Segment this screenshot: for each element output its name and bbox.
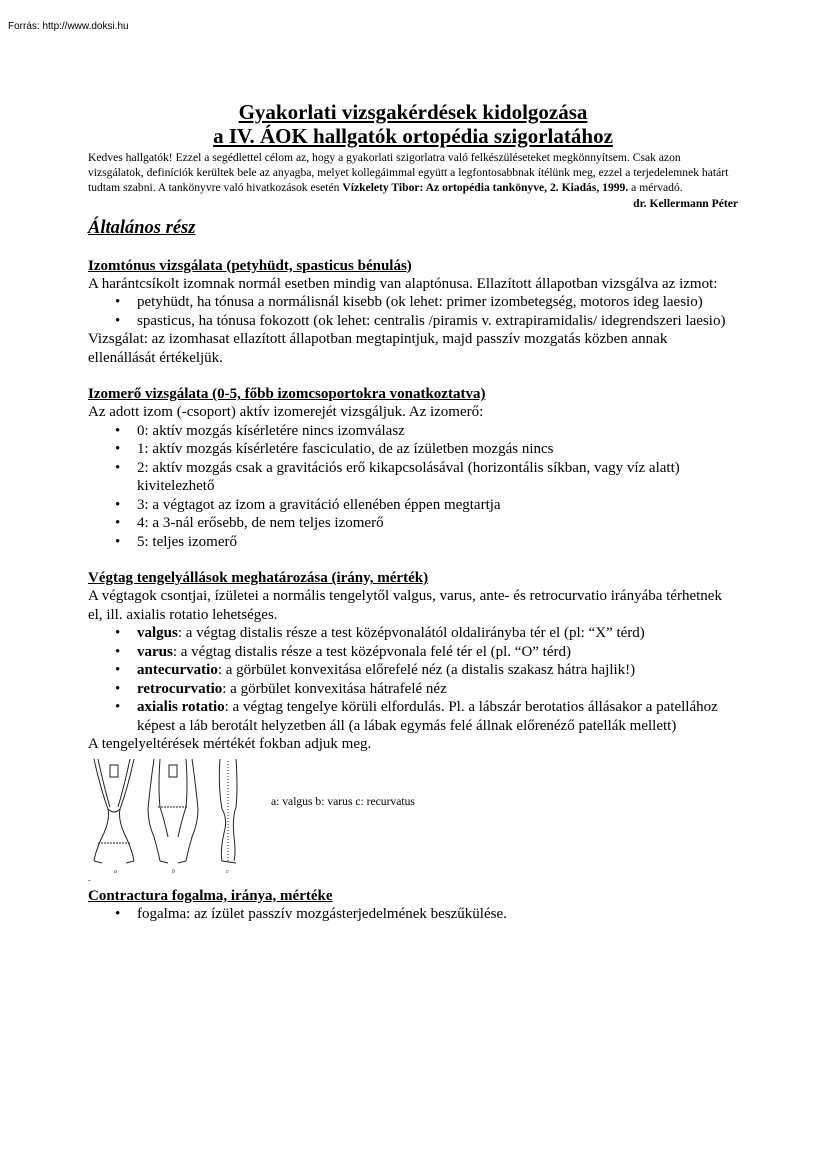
figure-label-a: a <box>114 868 117 875</box>
heading-izomtonus: Izomtónus vizsgálata (petyhüdt, spasticus bénulás) <box>88 257 412 274</box>
source-note: Forrás: http://www.doksi.hu <box>8 21 129 32</box>
list-item: • antecurvatio: a görbület konvexitása előrefelé néz (a distalis szakasz hátra hajlik!) <box>115 662 636 679</box>
heading-izomero: Izomerő vizsgálata (0-5, főbb izomcsoportokra vonatkoztatva) <box>88 386 486 403</box>
list-item: • 4: a 3-nál erősebb, de nem teljes izomerő <box>115 515 384 532</box>
author: dr. Kellermann Péter <box>633 196 738 210</box>
list-item: • spasticus, ha tónusa fokozott (ok lehet: centralis /piramis v. extrapiramidalis/ idegrendszeri laesio) <box>115 312 726 329</box>
leg-axis-figure <box>88 757 738 877</box>
s2-intro: Az adott izom (-csoport) aktív izomerejét vizsgáljuk. Az izomerő: <box>88 404 484 421</box>
document-page <box>88 100 738 923</box>
figure-label-c: c <box>226 868 229 875</box>
list-item: • 0: aktív mozgás kísérletére nincs izomválasz <box>115 422 405 439</box>
list-item: • 3: a végtagot az izom a gravitáció ellenében éppen megtartja <box>115 496 501 513</box>
list-item: • 1: aktív mozgás kísérletére fasciculatio, de az ízületben mozgás nincs <box>115 441 554 458</box>
list-item: • retrocurvatio: a görbület konvexitása hátrafelé néz <box>115 680 447 697</box>
intro-text: Kedves hallgatók! Ezzel a segédlettel célom az, hogy a gyakorlati szigorlatra való felkészüléseteket megkönnyítsem. Csak azon vizsgálatok, definíciók kerültek bele az anyagba, melyet kollegáimmal együtt a legfontosabbnak ítélünk meg, ezzel a terjedelemnek határt tudtam szabni. A tankönyvre való hivatkozások esetén <box>88 151 729 195</box>
intro-tail: a mérvadó. <box>628 181 683 195</box>
list-item: • fogalma: az ízület passzív mozgásterjedelmének beszűkülése. <box>115 905 507 922</box>
figure-caption: a: valgus b: varus c: recurvatus <box>271 794 415 808</box>
list-item: • 2: aktív mozgás csak a gravitációs erő kikapcsolásával (horizontális síkban, vagy víz alatt) kivitelezhető <box>115 459 680 495</box>
s1-list <box>88 293 738 330</box>
heading-contractura: Contractura fogalma, iránya, mértéke <box>88 887 333 904</box>
list-item: • valgus: a végtag distalis része a test középvonalától oldalirányba tér el (pl: “X” térd) <box>115 625 645 642</box>
book-reference: Vízkelety Tibor: Az ortopédia tankönyve, 2. Kiadás, 1999. <box>342 181 629 195</box>
s3-intro: A végtagok csontjai, ízületei a normális tengelytől valgus, varus, ante- és retrocurvatio irányába térhetnek el, ill. axialis rotatio lehetséges. <box>88 588 722 623</box>
s1-outro: Vizsgálat: az izomhasat ellazított állapotban megtapintjuk, majd passzív mozgatás közben annak ellenállását értékeljük. <box>88 331 668 366</box>
list-item: • petyhüdt, ha tónusa a normálisnál kisebb (ok lehet: primer izombetegség, motoros ideg laesio) <box>115 294 703 311</box>
s4-list <box>88 905 738 924</box>
s3-list <box>88 624 738 735</box>
figure-spacer: - <box>88 875 91 885</box>
title-line-1: Gyakorlati vizsgakérdések kidolgozása <box>238 100 588 124</box>
figure-label-b: b <box>172 868 175 875</box>
leg-axis-illustration <box>88 757 258 875</box>
s1-intro: A harántcsíkolt izomnak normál esetben mindig van alaptónusa. Ellazított állapotban vizsgálva az izmot: <box>88 275 718 292</box>
list-item: • axialis rotatio: a végtag tengelye körüli elfordulás. Pl. a lábszár berotatios állásakor a patellához képest a láb berotált helyzetben áll (a lábak egymás felé állnak előrenéző patellák mellett) <box>115 699 718 734</box>
section-title: Általános rész <box>88 217 196 238</box>
list-item: • 5: teljes izomerő <box>115 533 237 550</box>
heading-vegtag-tengely: Végtag tengelyállások meghatározása (irány, mérték) <box>88 570 429 587</box>
title-line-2: a IV. ÁOK hallgatók ortopédia szigorlatához <box>213 124 613 148</box>
s3-outro: A tengelyeltérések mértékét fokban adjuk meg. <box>88 736 372 753</box>
intro-paragraph <box>88 150 738 196</box>
s2-list <box>88 422 738 552</box>
list-item: • varus: a végtag distalis része a test középvonala felé tér el (pl. “O” térd) <box>115 643 571 660</box>
